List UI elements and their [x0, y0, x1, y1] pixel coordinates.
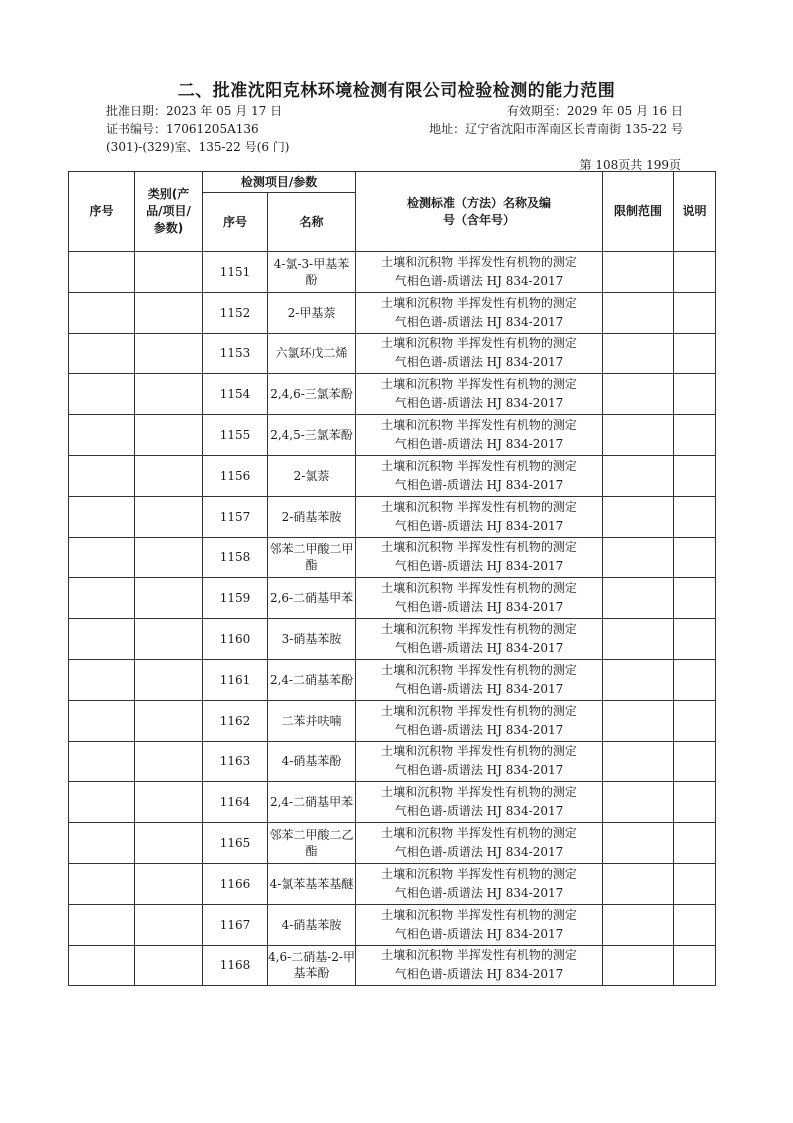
row-standard	[356, 496, 603, 537]
row-seq-cell	[69, 823, 135, 864]
row-category-cell	[135, 252, 203, 293]
row-seq-cell	[69, 292, 135, 333]
table-row	[69, 904, 716, 945]
row-category-cell	[135, 333, 203, 374]
table-row	[69, 659, 716, 700]
row-standard-line2: 气相色谱-质谱法 HJ 834-2017	[394, 437, 564, 452]
row-standard	[356, 537, 603, 578]
row-standard-line2: 气相色谱-质谱法 HJ 834-2017	[394, 926, 564, 941]
row-item-name: 4-硝基苯胺	[268, 904, 356, 945]
row-category-cell	[135, 700, 203, 741]
row-note-cell	[674, 782, 716, 823]
row-seq-cell	[69, 741, 135, 782]
table-row	[69, 945, 716, 986]
row-seq-cell	[69, 945, 135, 986]
row-standard	[356, 659, 603, 700]
table-row	[69, 374, 716, 415]
row-seq-cell	[69, 537, 135, 578]
capability-table	[68, 171, 716, 986]
table-row	[69, 823, 716, 864]
row-standard	[356, 741, 603, 782]
row-seq-cell	[69, 415, 135, 456]
row-seq-cell	[69, 619, 135, 660]
row-category-cell	[135, 863, 203, 904]
row-standard	[356, 619, 603, 660]
row-note-cell	[674, 252, 716, 293]
row-limit-cell	[603, 863, 674, 904]
row-item-number: 1155	[203, 415, 268, 456]
table-row	[69, 415, 716, 456]
table-row	[69, 252, 716, 293]
row-standard-line2: 气相色谱-质谱法 HJ 834-2017	[394, 681, 564, 696]
row-standard-line1: 土壤和沉积物 半挥发性有机物的测定	[381, 622, 577, 637]
row-seq-cell	[69, 578, 135, 619]
row-item-number: 1156	[203, 455, 268, 496]
row-item-number: 1166	[203, 863, 268, 904]
header-note: 说明	[674, 172, 716, 252]
row-standard	[356, 415, 603, 456]
row-note-cell	[674, 578, 716, 619]
row-note-cell	[674, 537, 716, 578]
row-standard	[356, 700, 603, 741]
row-item-number: 1151	[203, 252, 268, 293]
row-standard-line2: 气相色谱-质谱法 HJ 834-2017	[394, 845, 564, 860]
row-item-name: 邻苯二甲酸二甲酯	[268, 537, 356, 578]
row-limit-cell	[603, 659, 674, 700]
row-standard	[356, 863, 603, 904]
row-item-number: 1163	[203, 741, 268, 782]
row-standard-line1: 土壤和沉积物 半挥发性有机物的测定	[381, 907, 577, 922]
header-standard-label: 检测标准（方法）名称及编号（含年号）	[407, 195, 552, 227]
row-item-name: 2,4,5-三氯苯酚	[268, 415, 356, 456]
row-category-cell	[135, 904, 203, 945]
row-limit-cell	[603, 700, 674, 741]
row-category-cell	[135, 292, 203, 333]
row-category-cell	[135, 823, 203, 864]
approval-date: 批准日期：2023 年 05 月 17 日	[106, 104, 283, 118]
table-row	[69, 292, 716, 333]
row-standard-line1: 土壤和沉积物 半挥发性有机物的测定	[381, 336, 577, 351]
table-row	[69, 333, 716, 374]
row-item-number: 1157	[203, 496, 268, 537]
row-standard	[356, 292, 603, 333]
row-note-cell	[674, 904, 716, 945]
row-seq-cell	[69, 700, 135, 741]
row-standard-line2: 气相色谱-质谱法 HJ 834-2017	[394, 559, 564, 574]
row-item-name: 2,4-二硝基甲苯	[268, 782, 356, 823]
row-item-number: 1158	[203, 537, 268, 578]
table-row	[69, 619, 716, 660]
row-limit-cell	[603, 619, 674, 660]
row-seq-cell	[69, 904, 135, 945]
row-standard-line1: 土壤和沉积物 半挥发性有机物的测定	[381, 377, 577, 392]
row-limit-cell	[603, 374, 674, 415]
row-item-name: 4,6-二硝基-2-甲基苯酚	[268, 945, 356, 986]
row-limit-cell	[603, 252, 674, 293]
row-item-name: 2,6-二硝基甲苯	[268, 578, 356, 619]
row-standard-line1: 土壤和沉积物 半挥发性有机物的测定	[381, 948, 577, 963]
row-seq-cell	[69, 496, 135, 537]
table-row	[69, 496, 716, 537]
table-row	[69, 700, 716, 741]
row-limit-cell	[603, 823, 674, 864]
table-row	[69, 455, 716, 496]
row-item-name: 3-硝基苯胺	[268, 619, 356, 660]
row-note-cell	[674, 333, 716, 374]
row-note-cell	[674, 496, 716, 537]
row-standard-line1: 土壤和沉积物 半挥发性有机物的测定	[381, 540, 577, 555]
header-item-group: 检测项目/参数	[203, 172, 356, 193]
row-limit-cell	[603, 782, 674, 823]
row-note-cell	[674, 292, 716, 333]
row-standard-line1: 土壤和沉积物 半挥发性有机物的测定	[381, 458, 577, 473]
table-row	[69, 782, 716, 823]
row-standard-line2: 气相色谱-质谱法 HJ 834-2017	[394, 355, 564, 370]
table-row	[69, 537, 716, 578]
row-seq-cell	[69, 455, 135, 496]
row-standard-line1: 土壤和沉积物 半挥发性有机物的测定	[381, 826, 577, 841]
row-item-number: 1152	[203, 292, 268, 333]
row-standard-line2: 气相色谱-质谱法 HJ 834-2017	[394, 273, 564, 288]
row-standard	[356, 945, 603, 986]
row-standard-line1: 土壤和沉积物 半挥发性有机物的测定	[381, 254, 577, 269]
row-item-name: 2,4,6-三氯苯酚	[268, 374, 356, 415]
row-category-cell	[135, 659, 203, 700]
row-seq-cell	[69, 374, 135, 415]
row-standard-line1: 土壤和沉积物 半挥发性有机物的测定	[381, 866, 577, 881]
header-standard	[356, 172, 603, 252]
row-item-name: 二苯并呋喃	[268, 700, 356, 741]
row-note-cell	[674, 415, 716, 456]
row-category-cell	[135, 415, 203, 456]
row-category-cell	[135, 945, 203, 986]
header-category	[135, 172, 203, 252]
row-limit-cell	[603, 333, 674, 374]
header-seq: 序号	[69, 172, 135, 252]
row-seq-cell	[69, 782, 135, 823]
row-category-cell	[135, 374, 203, 415]
row-item-name: 六氯环戊二烯	[268, 333, 356, 374]
row-item-name: 4-氯苯基苯基醚	[268, 863, 356, 904]
row-standard-line2: 气相色谱-质谱法 HJ 834-2017	[394, 967, 564, 982]
row-limit-cell	[603, 455, 674, 496]
row-item-name: 2-甲基萘	[268, 292, 356, 333]
certificate-number: 证书编号：17061205A136	[106, 122, 259, 136]
row-standard	[356, 455, 603, 496]
table-row	[69, 863, 716, 904]
row-standard-line1: 土壤和沉积物 半挥发性有机物的测定	[381, 499, 577, 514]
row-standard-line2: 气相色谱-质谱法 HJ 834-2017	[394, 804, 564, 819]
row-item-name: 2-硝基苯胺	[268, 496, 356, 537]
row-standard	[356, 823, 603, 864]
row-category-cell	[135, 578, 203, 619]
row-item-number: 1167	[203, 904, 268, 945]
row-limit-cell	[603, 292, 674, 333]
row-item-name: 2,4-二硝基苯酚	[268, 659, 356, 700]
row-seq-cell	[69, 659, 135, 700]
row-limit-cell	[603, 496, 674, 537]
row-note-cell	[674, 823, 716, 864]
table-row	[69, 578, 716, 619]
row-item-number: 1153	[203, 333, 268, 374]
row-category-cell	[135, 619, 203, 660]
row-item-name: 2-氯萘	[268, 455, 356, 496]
row-standard-line2: 气相色谱-质谱法 HJ 834-2017	[394, 396, 564, 411]
row-item-number: 1162	[203, 700, 268, 741]
row-standard	[356, 904, 603, 945]
row-standard-line1: 土壤和沉积物 半挥发性有机物的测定	[381, 418, 577, 433]
row-category-cell	[135, 537, 203, 578]
row-limit-cell	[603, 537, 674, 578]
row-item-name: 邻苯二甲酸二乙酯	[268, 823, 356, 864]
row-category-cell	[135, 496, 203, 537]
table-row	[69, 741, 716, 782]
row-standard-line2: 气相色谱-质谱法 HJ 834-2017	[394, 641, 564, 656]
row-limit-cell	[603, 904, 674, 945]
row-seq-cell	[69, 863, 135, 904]
header-category-label: 类别(产品/项目/参数)	[146, 187, 191, 235]
row-standard	[356, 374, 603, 415]
page-number: 第 108页共 199页	[579, 158, 681, 172]
row-standard-line2: 气相色谱-质谱法 HJ 834-2017	[394, 722, 564, 737]
row-standard-line1: 土壤和沉积物 半挥发性有机物的测定	[381, 662, 577, 677]
row-item-number: 1160	[203, 619, 268, 660]
row-seq-cell	[69, 333, 135, 374]
row-standard-line2: 气相色谱-质谱法 HJ 834-2017	[394, 763, 564, 778]
row-note-cell	[674, 619, 716, 660]
row-item-number: 1165	[203, 823, 268, 864]
row-standard-line2: 气相色谱-质谱法 HJ 834-2017	[394, 477, 564, 492]
row-note-cell	[674, 374, 716, 415]
row-standard-line2: 气相色谱-质谱法 HJ 834-2017	[394, 600, 564, 615]
row-standard-line1: 土壤和沉积物 半挥发性有机物的测定	[381, 581, 577, 596]
header-item-name: 名称	[268, 193, 356, 252]
row-note-cell	[674, 863, 716, 904]
row-note-cell	[674, 659, 716, 700]
header-limit: 限制范围	[603, 172, 674, 252]
row-item-number: 1164	[203, 782, 268, 823]
row-limit-cell	[603, 945, 674, 986]
row-limit-cell	[603, 741, 674, 782]
row-standard	[356, 333, 603, 374]
row-category-cell	[135, 741, 203, 782]
row-standard	[356, 252, 603, 293]
row-item-number: 1168	[203, 945, 268, 986]
row-seq-cell	[69, 252, 135, 293]
row-standard-line1: 土壤和沉积物 半挥发性有机物的测定	[381, 295, 577, 310]
room-number: (301)-(329)室、135-22 号(6 门)	[106, 140, 290, 154]
row-standard-line2: 气相色谱-质谱法 HJ 834-2017	[394, 314, 564, 329]
row-note-cell	[674, 700, 716, 741]
row-standard	[356, 782, 603, 823]
row-item-number: 1154	[203, 374, 268, 415]
row-standard-line1: 土壤和沉积物 半挥发性有机物的测定	[381, 785, 577, 800]
row-item-name: 4-氯-3-甲基苯酚	[268, 252, 356, 293]
row-standard	[356, 578, 603, 619]
address: 地址：辽宁省沈阳市浑南区长青南街 135-22 号	[429, 122, 683, 136]
row-category-cell	[135, 782, 203, 823]
row-limit-cell	[603, 578, 674, 619]
row-item-number: 1161	[203, 659, 268, 700]
valid-until: 有效期至：2029 年 05 月 16 日	[506, 104, 683, 118]
row-limit-cell	[603, 415, 674, 456]
row-note-cell	[674, 945, 716, 986]
row-note-cell	[674, 455, 716, 496]
row-standard-line2: 气相色谱-质谱法 HJ 834-2017	[394, 518, 564, 533]
row-standard-line2: 气相色谱-质谱法 HJ 834-2017	[394, 885, 564, 900]
row-standard-line1: 土壤和沉积物 半挥发性有机物的测定	[381, 744, 577, 759]
row-standard-line1: 土壤和沉积物 半挥发性有机物的测定	[381, 703, 577, 718]
document-title: 二、批准沈阳克林环境检测有限公司检验检测的能力范围	[177, 81, 616, 101]
row-item-name: 4-硝基苯酚	[268, 741, 356, 782]
header-item-seq: 序号	[203, 193, 268, 252]
row-note-cell	[674, 741, 716, 782]
row-item-number: 1159	[203, 578, 268, 619]
row-category-cell	[135, 455, 203, 496]
